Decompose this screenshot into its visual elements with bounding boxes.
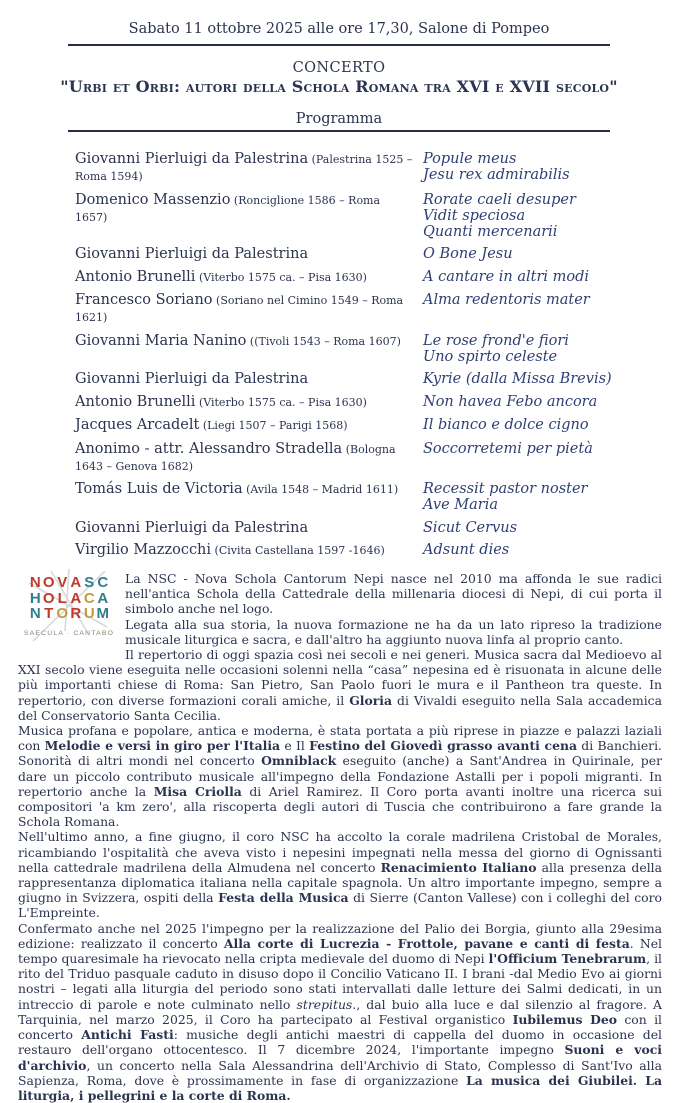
- bio-text-run: Antichi Fasti: [81, 1027, 174, 1043]
- bio-paragraph: [18, 921, 662, 1103]
- logo-letter: C: [83, 589, 95, 607]
- bio-text-run: di Vivaldi eseguito nella Sala accademica del Conservatorio Santa Cecilia.: [18, 692, 662, 723]
- works-cell: [423, 292, 648, 326]
- composer-cell: [75, 333, 423, 365]
- logo-letter: O: [42, 589, 55, 607]
- works-cell: [423, 394, 648, 411]
- logo-letter: A: [70, 589, 82, 607]
- concert-title: "Urbi et Orbi: autori della Schola Romana tra XVI e XVII secolo": [60, 77, 618, 96]
- works-cell: [423, 151, 648, 185]
- work-title: Popule meus: [423, 151, 517, 167]
- logo-letter: A: [97, 589, 109, 607]
- work-title: Quanti mercenarii: [423, 223, 558, 240]
- work-title: Ave Maria: [423, 497, 498, 513]
- bio-paragraph: [18, 647, 662, 723]
- composer-name: Jacques Arcadelt: [75, 417, 200, 433]
- composer-dates: (Liegi 1507 – Parigi 1568): [199, 419, 348, 432]
- bio-text-run: Il repertorio di oggi spazia così nei secoli e nei generi. Musica sacra dal Medioevo al XXI secolo viene eseguita nelle occasioni solenni nella “casa” nepesina ed è risuonata in alcune delle più importanti chiese di Roma: San Pietro, San Paolo fuori le mura e il Pantheon tra queste. In repertorio, con diverse formazioni corali amiche, il: [18, 647, 662, 708]
- composer-dates: (Ronciglione 1586 – Roma 1657): [75, 193, 381, 224]
- program-row: [75, 192, 648, 240]
- bio-text-run: Nell'ultimo anno, a fine giugno, il coro NSC ha accolto la corale madrilena Cristobal de Morales, ricambiando l'ospitalità che aveva visto i nepesini impegnati nella messa del giorno di Ognissanti nella cattedrale madrilena della Almudena nel concerto: [18, 829, 662, 875]
- work-title: Adsunt dies: [423, 542, 510, 558]
- works-cell: [423, 192, 648, 240]
- choir-logo: [23, 573, 115, 655]
- bio-text-run: : musiche degli antichi maestri di cappella del duomo in occasione del restauro dell'organo ottocentesco. Il 7 dicembre 2024, l'importante impegno: [18, 1027, 663, 1058]
- program-row: [75, 269, 648, 286]
- logo-letter: O: [42, 574, 55, 591]
- composer-cell: [75, 371, 423, 387]
- event-date-line: Sabato 11 ottobre 2025 alle ore 17,30, Salone di Pompeo: [128, 21, 550, 37]
- bio-text-run: Iubilemus Deo: [512, 1011, 618, 1027]
- bio-text-run: La musica dei Giubilei. La liturgia, i pellegrini e la corte di Roma.: [18, 1072, 662, 1103]
- logo-letter: R: [70, 605, 82, 622]
- works-cell: [423, 441, 648, 475]
- bio-text-run: e Il: [280, 738, 310, 754]
- logo-letter: L: [57, 589, 67, 607]
- program-row: [75, 371, 648, 387]
- logo-letter: M: [96, 605, 109, 622]
- concerto-label: CONCERTO: [292, 60, 386, 76]
- composer-cell: [75, 481, 423, 513]
- logo-letter: U: [83, 605, 95, 622]
- composer-dates: (Viterbo 1575 ca. – Pisa 1630): [195, 270, 367, 284]
- work-title: Recessit pastor noster: [423, 481, 588, 497]
- bio-paragraph: [18, 723, 662, 829]
- composer-cell: [75, 417, 423, 434]
- bio-text-run: Omniblack: [261, 753, 337, 769]
- works-cell: [423, 542, 648, 559]
- composer-dates: (Civita Castellana 1597 -1646): [211, 544, 385, 557]
- composer-name: Virgilio Mazzocchi: [75, 542, 212, 558]
- programma-label: Programma: [295, 111, 383, 127]
- bio-text-run: , un concerto nella Sala Alessandrina dell'Archivio di Stato, Complesso di Sant'Ivo alla Sapienza, Roma, dove è prossimamente in fase di organizzazione: [18, 1057, 662, 1088]
- program-row: [75, 481, 648, 513]
- logo-row: [23, 606, 115, 622]
- composer-cell: [75, 192, 423, 240]
- bio-text-run: Legata alla sua storia, la nuova formazione ne ha da un lato ripreso la tradizione musicale liturgica e sacra, e dall'altro ha aggiunto nuova linfa al proprio canto.: [125, 616, 662, 647]
- program-row: [75, 542, 648, 559]
- bio-text-run: Musica profana e popolare, antica e moderna, è stata portata a più riprese in piazze e palazzi laziali con: [18, 723, 662, 754]
- bio-text-run: Melodie e versi in giro per l'Italia: [44, 738, 281, 754]
- bio-text-run: strepitus: [296, 996, 353, 1012]
- composer-name: Giovanni Pierluigi da Palestrina: [75, 371, 309, 387]
- bio-text-run: di Ariel Ramirez. Il Coro porta avanti inoltre una ricerca sui compositori 'a km zero', alla riscoperta degli autori di Tuscia che contribuirono a fare grande la Schola Romana.: [18, 783, 662, 830]
- logo-letter: H: [29, 589, 41, 607]
- composer-dates: ((Tivoli 1543 – Roma 1607): [246, 334, 401, 348]
- composer-dates: (Avila 1548 – Madrid 1611): [242, 483, 399, 496]
- bio-text-run: Misa Criolla: [153, 783, 242, 799]
- work-title: Jesu rex admirabilis: [423, 167, 570, 183]
- logo-letter: N: [29, 574, 41, 591]
- program-rows: [75, 151, 648, 559]
- composer-cell: [75, 151, 423, 185]
- logo-letter: O: [56, 605, 69, 622]
- composer-name: Antonio Brunelli: [75, 393, 196, 410]
- bio-text-run: con il concerto: [18, 1011, 663, 1043]
- work-title: Uno spirto celeste: [423, 348, 558, 365]
- works-cell: [423, 481, 648, 513]
- composer-dates: (Soriano nel Cimino 1549 – Roma 1621): [75, 294, 404, 324]
- bio-text-run: Suoni e voci d'archivio: [18, 1042, 662, 1073]
- program-row: [75, 520, 648, 536]
- composer-cell: [75, 394, 423, 411]
- logo-letter: N: [29, 605, 41, 622]
- composer-name: Francesco Soriano: [75, 292, 213, 308]
- composer-name: Tomás Luis de Victoria: [75, 481, 243, 497]
- logo-letter: A: [70, 574, 82, 591]
- work-title: Rorate caeli desuper: [423, 191, 576, 208]
- works-cell: [423, 520, 648, 536]
- program-row: [75, 441, 648, 475]
- composer-name: Giovanni Maria Nanino: [75, 332, 247, 349]
- composer-cell: [75, 520, 423, 536]
- work-title: A cantare in altri modi: [423, 268, 590, 285]
- program-row: [75, 292, 648, 326]
- logo-letter: S: [84, 574, 95, 591]
- composer-cell: [75, 246, 423, 262]
- logo-letter: T: [44, 605, 54, 622]
- bio-section: [18, 571, 662, 1103]
- composer-cell: [75, 269, 423, 286]
- composer-name: Anonimo - attr. Alessandro Stradella: [75, 440, 343, 457]
- bio-text-run: eseguito (anche) a Sant'Andrea in Quirinale, per dare un piccolo contributo musicale all'impegno della Fondazione Astalli per i popoli migranti. In repertorio anche la: [18, 753, 662, 799]
- composer-name: Antonio Brunelli: [75, 268, 196, 285]
- logo-row: [23, 591, 115, 607]
- bio-text-run: Gloria: [349, 692, 393, 708]
- work-title: Soccorretemi per pietà: [423, 440, 593, 457]
- works-cell: [423, 371, 648, 387]
- work-title: Sicut Cervus: [423, 519, 518, 536]
- logo-row: [23, 575, 115, 591]
- bio-text-run: di Sierre (Canton Vallese) con i colleghi del coro L'Empreinte.: [18, 890, 662, 921]
- works-cell: [423, 269, 648, 286]
- logo-letter: V: [57, 574, 68, 591]
- bio-text-run: Renacimiento Italiano: [380, 859, 537, 875]
- works-cell: [423, 417, 648, 434]
- composer-cell: [75, 292, 423, 326]
- composer-name: Domenico Massenzio: [75, 191, 231, 208]
- bio-text-run: Festino del Giovedì grasso avanti cena: [309, 738, 578, 754]
- program-row: [75, 333, 648, 365]
- work-title: Kyrie (dalla Missa Brevis): [423, 371, 612, 387]
- bio-paragraph: [18, 829, 662, 920]
- work-title: O Bone Jesu: [423, 246, 513, 262]
- header-divider-top: [68, 44, 610, 46]
- composer-dates: (Palestrina 1525 – Roma 1594): [75, 153, 413, 183]
- work-title: Il bianco e dolce cigno: [423, 417, 589, 433]
- logo-wordmark: [23, 573, 115, 622]
- program-row: [75, 417, 648, 434]
- composer-name: Giovanni Pierluigi da Palestrina: [75, 246, 309, 262]
- composer-cell: [75, 441, 423, 475]
- composer-cell: [75, 542, 423, 559]
- bio-text-run: . Nel tempo quaresimale ha rievocato nella cripta medievale del duomo di Nepi: [18, 935, 663, 967]
- composer-name: Giovanni Pierluigi da Palestrina: [75, 519, 309, 536]
- bio-text-run: alla presenza della rappresentanza diplomatica italiana nella capitale spagnola. Un altro importante impegno, sempre a giugno in Svizzera, ospiti della: [18, 859, 663, 906]
- logo-letter: C: [97, 574, 109, 591]
- bio-text-run: l'Officium Tenebrarum: [488, 951, 647, 967]
- bio-text-run: ., dal buio alla luce e dal silenzio al fragore. A Tarquinia, nel marzo 2025, il Coro ha partecipato al Festival organistico: [18, 996, 662, 1027]
- work-title: Le rose frond'e fiori: [423, 332, 569, 349]
- bio-text-run: Alla corte di Lucrezia - Frottole, pavane e canti di festa: [223, 935, 630, 951]
- work-title: Vidit speciosa: [423, 207, 526, 224]
- bio-text-run: La NSC - Nova Schola Cantorum Nepi nasce nel 2010 ma affonda le sue radici nell'antica Schola della Cattedrale della millenaria diocesi di Nepi, di cui porta il simbolo anche nel logo.: [125, 571, 662, 617]
- program-row: [75, 151, 648, 185]
- bio-text-run: Confermato anche nel 2025 l'impegno per la realizzazione del Palio dei Borgia, giunto alla 29esima edizione: realizzato il concerto: [18, 920, 662, 951]
- work-title: Alma redentoris mater: [423, 292, 590, 308]
- composer-dates: (Bologna 1643 – Genova 1682): [75, 442, 396, 473]
- program-row: [75, 246, 648, 262]
- works-cell: [423, 333, 648, 365]
- work-title: Non havea Febo ancora: [423, 393, 598, 410]
- header-divider-bottom: [68, 130, 610, 132]
- works-cell: [423, 246, 648, 262]
- composer-dates: (Viterbo 1575 ca. – Pisa 1630): [195, 395, 367, 409]
- composer-name: Giovanni Pierluigi da Palestrina: [75, 151, 309, 167]
- bio-text-run: , il rito del Triduo pasquale caduto in disuso dopo il Concilio Vaticano II. I brani -dal Medio Evo ai giorni nostri – legati alla liturgia del periodo sono stati intervallati dalle letture dei Salmi dedicati, in un intreccio di parole e note culminato nello: [18, 951, 662, 1012]
- program-row: [75, 394, 648, 411]
- logo-caption: SAECULA · CANTABO: [23, 629, 115, 637]
- bio-text-run: Festa della Musica: [218, 890, 349, 906]
- bio-text-run: di Banchieri. Sonorità di altri mondi nel concerto: [18, 738, 662, 769]
